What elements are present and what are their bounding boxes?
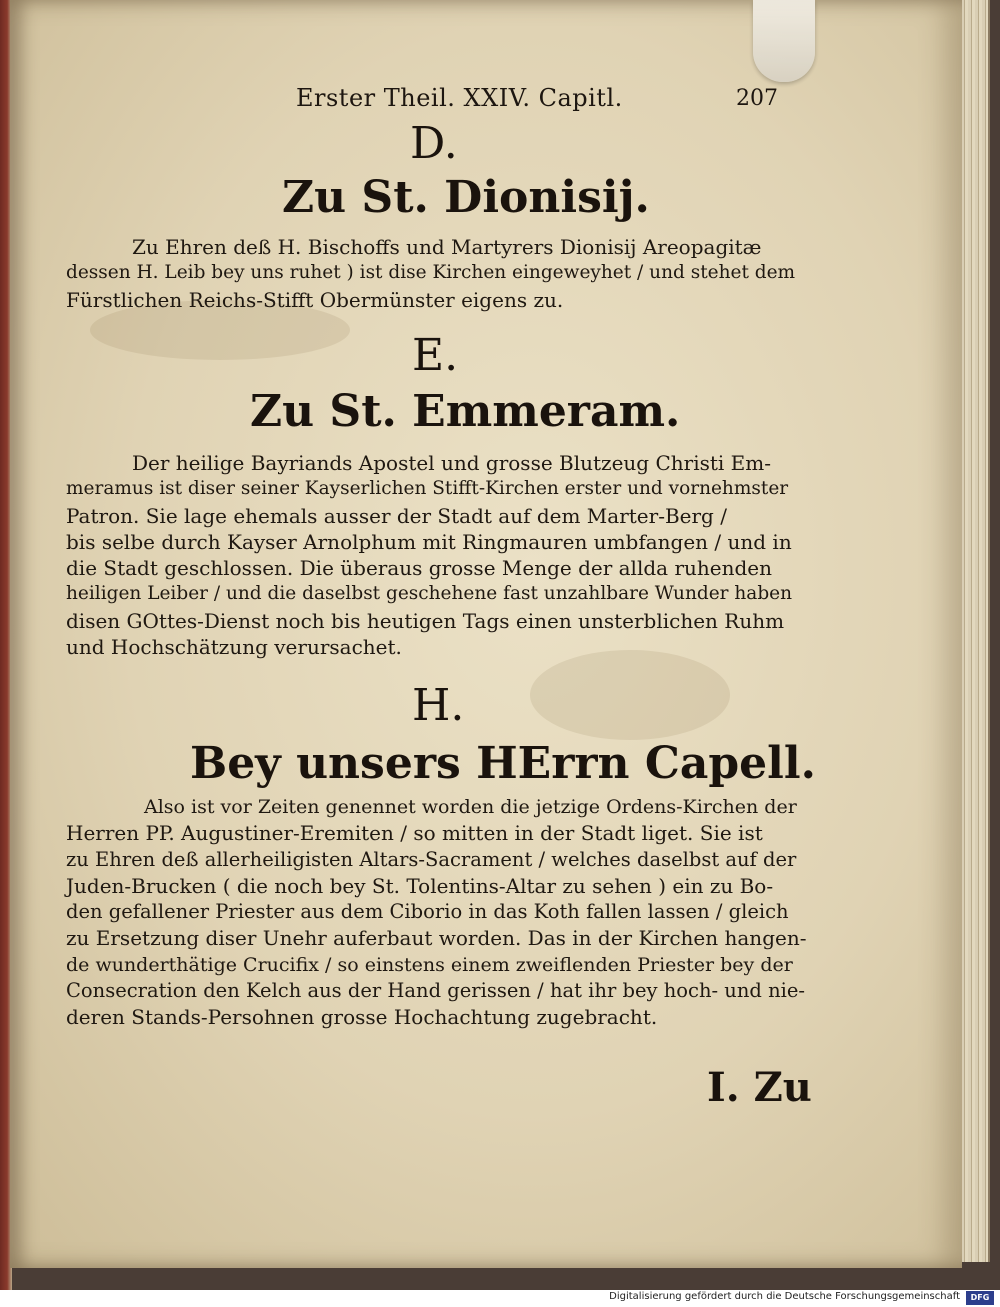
text-line: Der heilige Bayriands Apostel und grosse Blutzeug Christi Em- (132, 451, 771, 475)
text-line: Fürstlichen Reichs-Stifft Obermünster eigens zu. (66, 287, 564, 312)
paper-stain (530, 650, 730, 740)
text-line: heiligen Leiber / und die daselbst geschehene fast unzahlbare Wunder haben (66, 583, 793, 605)
section-letter: E. (412, 330, 459, 381)
catchword: I. Zu (707, 1064, 812, 1111)
section-letter: D. (410, 118, 458, 169)
text-line: Zu Ehren deß H. Bischoffs und Martyrers Dionisij Areopagitæ (132, 235, 762, 259)
text-line: bis selbe durch Kayser Arnolphum mit Ringmauren umbfangen / und in (66, 529, 792, 554)
section-title: Bey unsers HErrn Capell. (190, 738, 816, 789)
bookmark-tab (753, 0, 815, 82)
footer-credit: Digitalisierung gefördert durch die Deutsche Forschungsgemeinschaft (609, 1291, 960, 1302)
text-line: Herren PP. Augustiner-Eremiten / so mitten in der Stadt liget. Sie ist (66, 821, 763, 846)
section-paragraph (66, 234, 806, 313)
text-line: meramus ist diser seiner Kayserlichen Stifft-Kirchen erster und vornehmster (66, 478, 789, 500)
section-title: Zu St. Emmeram. (250, 386, 681, 437)
text-line: disen GOttes-Dienst noch bis heutigen Tags einen unsterblichen Ruhm (66, 608, 785, 633)
text-line: zu Ersetzung diser Unehr auferbaut worden. Das in der Kirchen hangen- (66, 926, 807, 951)
section-title: Zu St. Dionisij. (282, 172, 650, 223)
text-line: Juden-Brucken ( die noch bey St. Tolentins-Altar zu sehen ) ein zu Bo- (66, 873, 774, 898)
section-paragraph (66, 794, 806, 1031)
text-line: die Stadt geschlossen. Die überaus grosse Menge der allda ruhenden (66, 556, 772, 581)
running-head: Erster Theil. XXIV. Capitl. (296, 84, 623, 112)
text-line: dessen H. Leib bey uns ruhet ) ist dise Kirchen eingeweyhet / und stehet dem (66, 262, 796, 284)
text-line: zu Ehren deß allerheiligisten Altars-Sacrament / welches daselbst auf der (66, 847, 797, 871)
section-letter: H. (412, 680, 465, 731)
text-line: de wunderthätige Crucifix / so einstens einem zweiflenden Priester bey der (66, 953, 793, 976)
dfg-logo: DFG (966, 1291, 994, 1305)
text-line: und Hochschätzung verursachet. (66, 635, 402, 660)
text-line: Also ist vor Zeiten genennet worden die jetzige Ordens-Kirchen der (144, 796, 797, 818)
text-line: den gefallener Priester aus dem Ciborio in das Koth fallen lassen / gleich (66, 900, 789, 924)
page-number: 207 (736, 86, 778, 111)
section-paragraph (66, 450, 806, 660)
footer-bar (0, 1290, 1000, 1307)
text-line: deren Stands-Persohnen grosse Hochachtung zugebracht. (66, 1005, 658, 1030)
text-line: Patron. Sie lage ehemals ausser der Stadt auf dem Marter-Berg / (66, 503, 727, 528)
text-line: Consecration den Kelch aus der Hand gerissen / hat ihr bey hoch- und nie- (66, 979, 806, 1003)
